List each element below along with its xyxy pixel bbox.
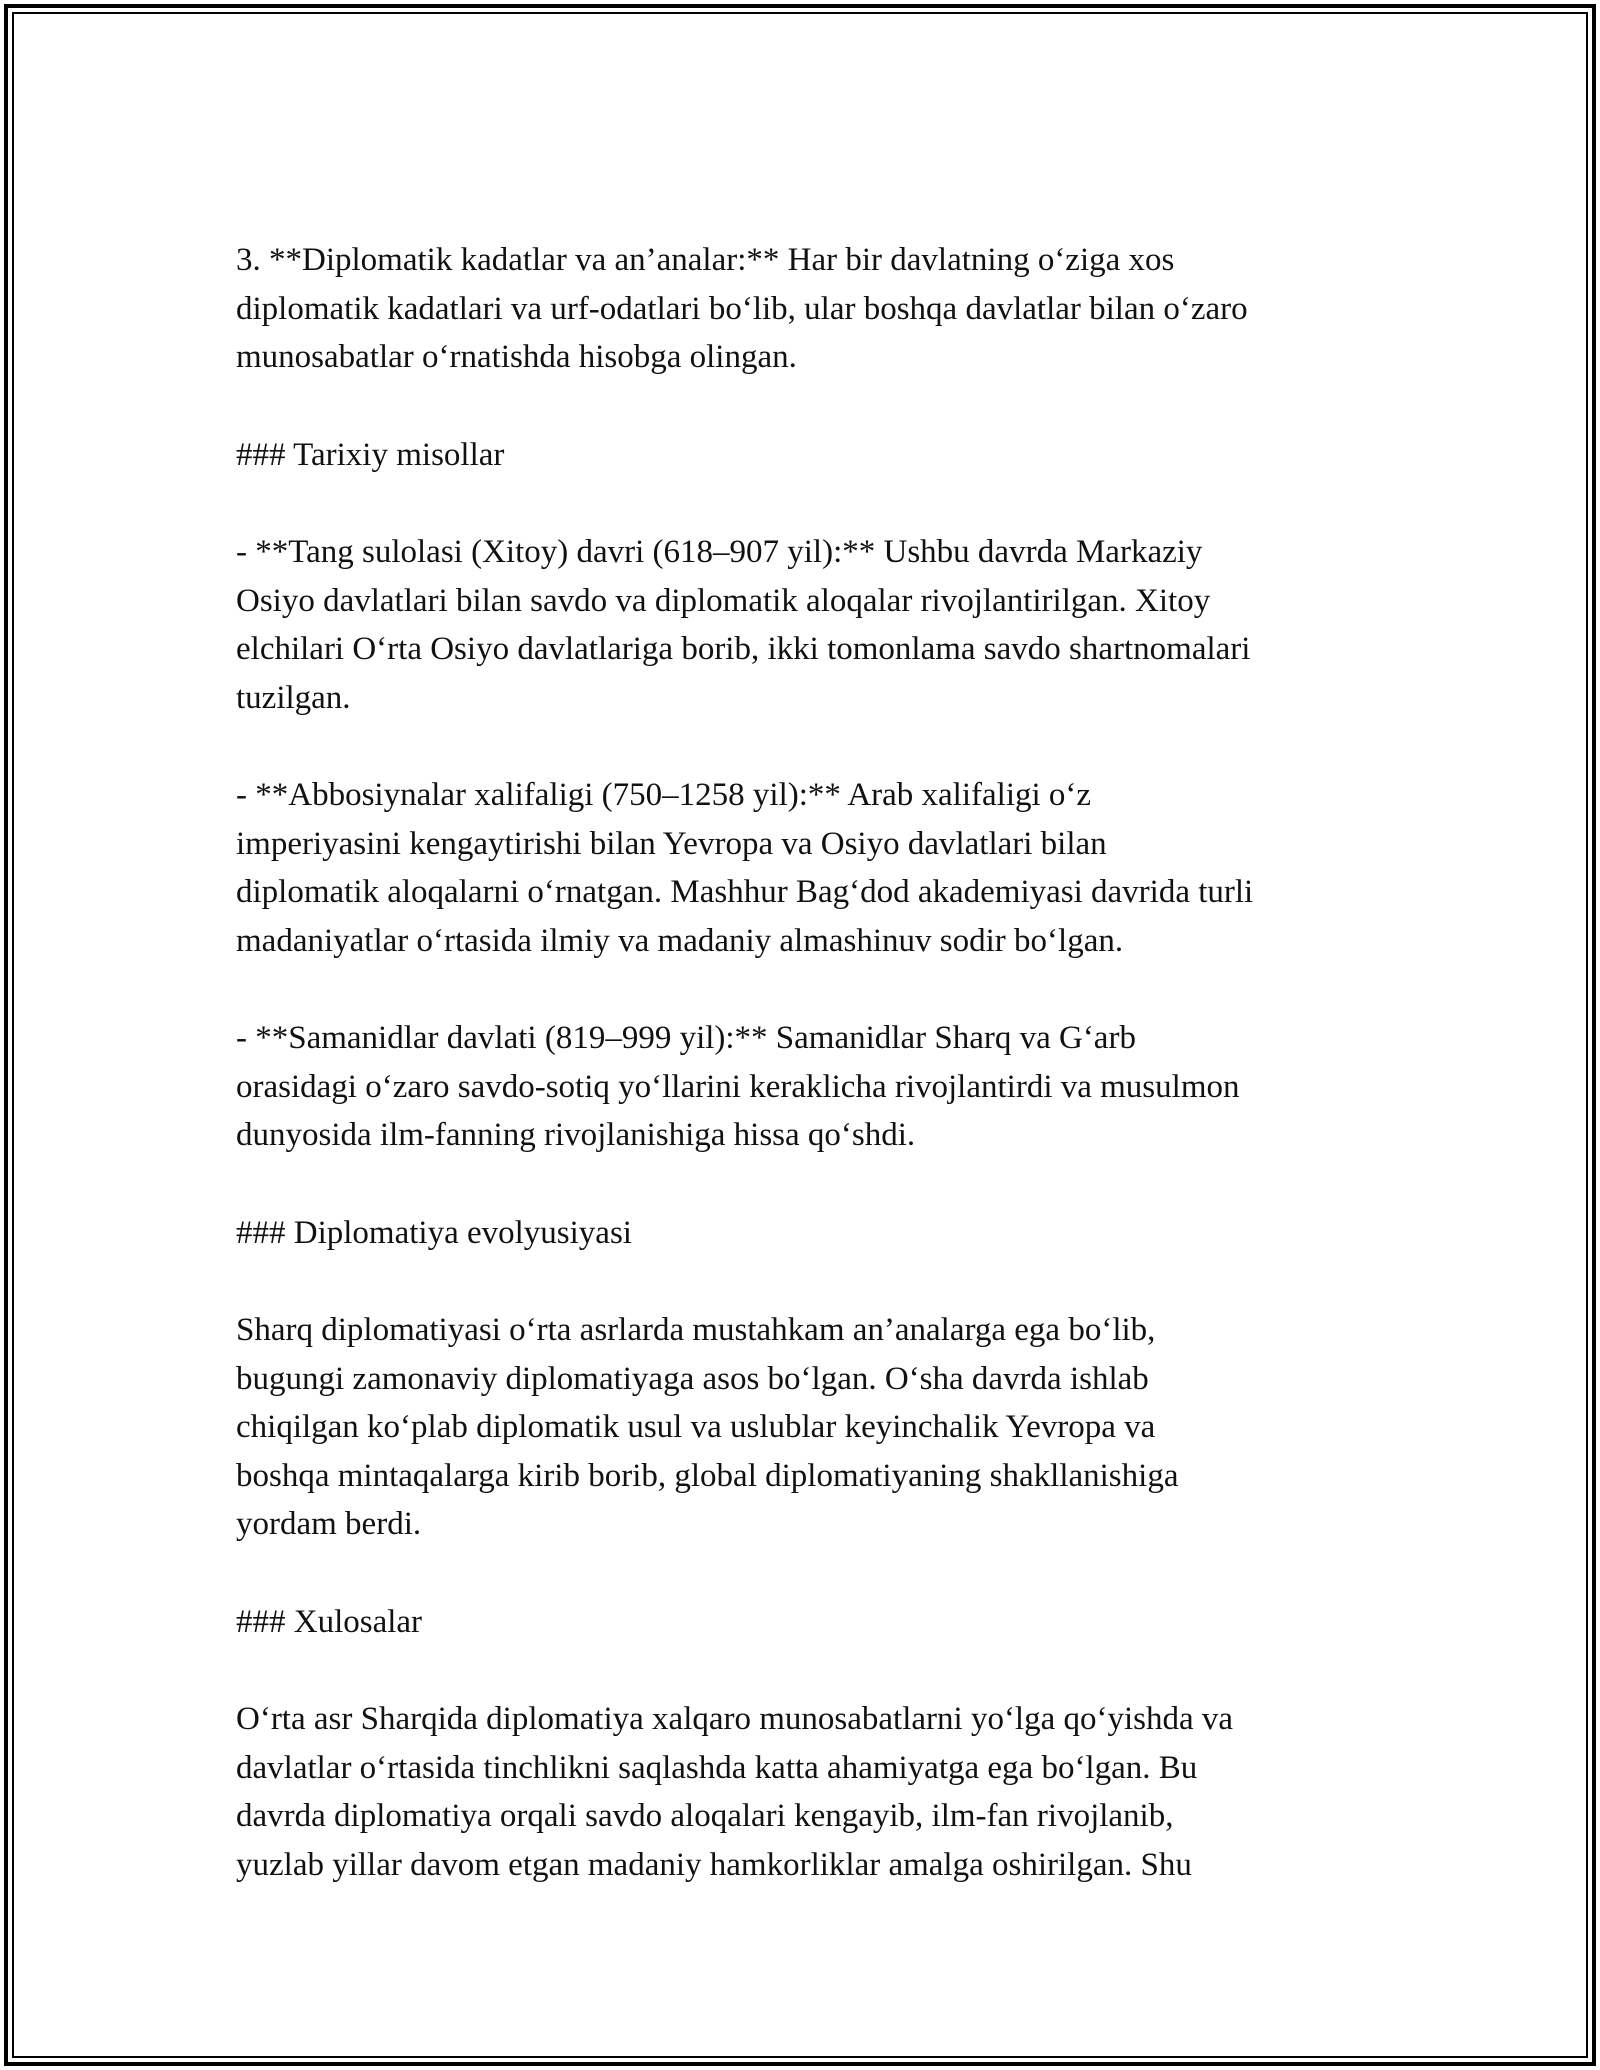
paragraph-abbosiylar: - **Abbosiynalar xalifaligi (750–1258 yil):** Arab xalifaligi o‘z imperiyasini kengaytirishi bilan Yevropa va Osiyo davlatlari bilan diplomatik aloqalarni o‘rnatgan. Mashhur Bag‘dod akademiyasi davrida turli madaniyatlar o‘rtasida ilmiy va madaniy almashinuv sodir bo‘lgan. [236,777,1254,959]
paragraph-kadatlar: 3. **Diplomatik kadatlar va an’analar:** Har bir davlatning o‘ziga xos diplomatik kadatlari va urf-odatlari bo‘lib, ular boshqa davlatlar bilan o‘zaro munosabatlar o‘rnatishda hisobga olingan. [236,242,1248,375]
paragraph-sharq-diplomatiyasi: Sharq diplomatiyasi o‘rta asrlarda mustahkam an’analarga ega bo‘lib, bugungi zamonaviy diplomatiyaga asos bo‘lgan. O‘sha davrda ishlab chiqilgan ko‘plab diplomatik usul va uslublar keyinchalik Yevropa va boshqa mintaqalarga kirib borib, global diplomatiyaning shakllanishiga yordam berdi. [236,1312,1179,1542]
paragraph-samanidlar: - **Samanidlar davlati (819–999 yil):** Samanidlar Sharq va G‘arb orasidagi o‘zaro savdo-sotiq yo‘llarini keraklicha rivojlantirdi va musulmon dunyosida ilm-fanning rivojlanishiga hissa qo‘shdi. [236,1020,1240,1153]
paragraph-orta-asr-sharqida: O‘rta asr Sharqida diplomatiya xalqaro munosabatlarni yo‘lga qo‘yishda va davlatlar o‘rtasida tinchlikni saqlashda katta ahamiyatga ega bo‘lgan. Bu davrda diplomatiya orqali savdo aloqalari kengayib, ilm-fan rivojlanib, yuzlab yillar davom etgan madaniy hamkorliklar amalga oshirilgan. Shu [236,1701,1234,1883]
heading-tarixiy-misollar: ### Tarixiy misollar [236,436,505,473]
paragraph-tang-sulolasi: - **Tang sulolasi (Xitoy) davri (618–907 yil):** Ushbu davrda Markaziy Osiyo davlatlari bilan savdo va diplomatik aloqalar rivojlantirilgan. Xitoy elchilari O‘rta Osiyo davlatlariga borib, ikki tomonlama savdo shartnomalari tuzilgan. [236,534,1251,716]
heading-xulosalar: ### Xulosalar [236,1603,423,1640]
heading-diplomatiya-evolyusiyasi: ### Diplomatiya evolyusiyasi [236,1214,632,1251]
document-body [236,236,1386,1889]
